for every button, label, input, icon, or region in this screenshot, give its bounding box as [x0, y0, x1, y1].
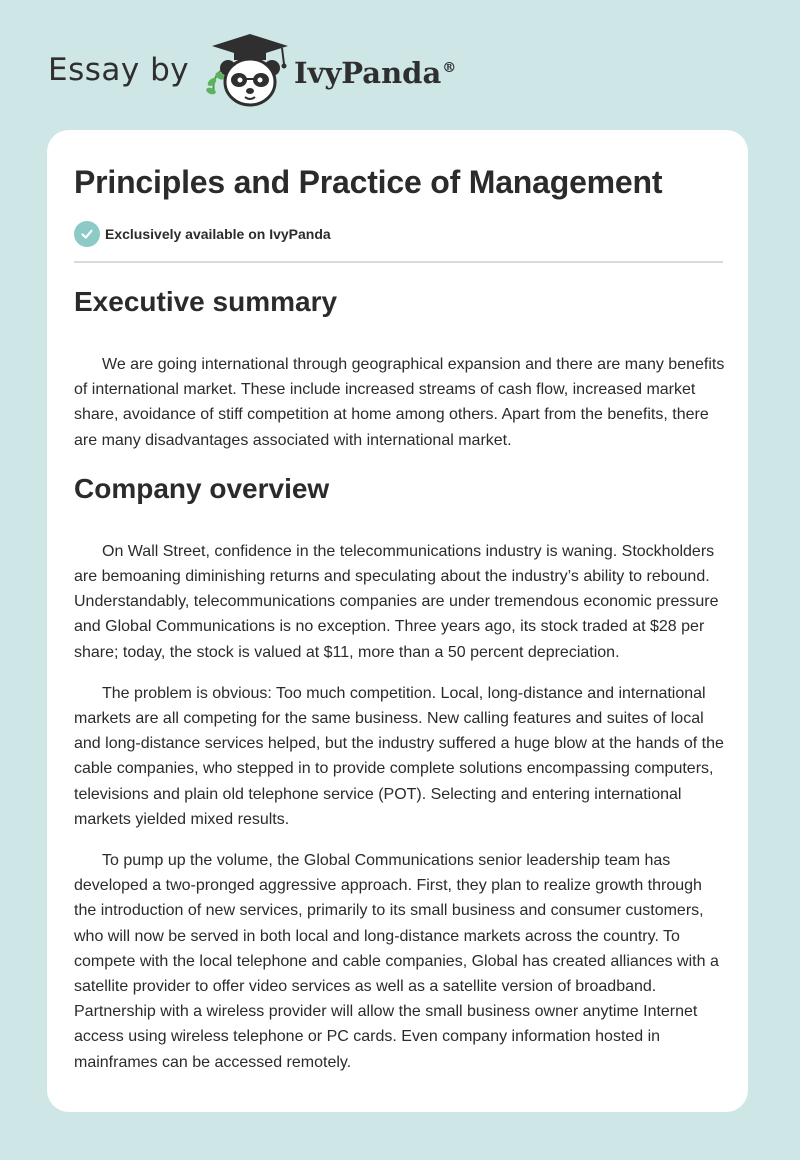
- section-heading: Company overview: [74, 472, 330, 504]
- paragraph: On Wall Street, confidence in the telecommunications industry is waning. Stockholders are bemoaning diminishing returns and speculating about the industry’s ability to rebound. Understandably, telecommunications companies are under tremendous economic pressure and Global Communications is no exception. Three years ago, its stock traded at $28 per share; today, the stock is valued at $11, more than a 50 percent depreciation.: [74, 542, 719, 661]
- exclusive-badge: [74, 221, 331, 247]
- title-divider: [74, 261, 723, 263]
- exclusive-badge-label: Exclusively available on IvyPanda: [105, 226, 331, 242]
- essay-body: [74, 280, 726, 1091]
- essay-card: [47, 130, 748, 1112]
- page-title: Principles and Practice of Management: [74, 164, 663, 200]
- essay-by-label: Essay by: [48, 52, 190, 88]
- paragraph: The problem is obvious: Too much competition. Local, long-distance and international markets are all competing for the same business. New calling features and suites of local and long-distance services helped, but the industry suffered a huge blow at the hands of the cable companies, who stepped in to provide complete solutions encompassing computers, televisions and plain old telephone service (POT). Selecting and entering international markets yielded mixed results.: [74, 684, 724, 828]
- section-heading: Executive summary: [74, 286, 338, 317]
- panda-graduate-logo-icon: [200, 30, 300, 110]
- brand-name: IvyPanda®: [294, 56, 457, 90]
- check-circle-icon: [74, 221, 100, 247]
- paragraph: To pump up the volume, the Global Communications senior leadership team has developed a two-pronged aggressive approach. First, they plan to realize growth through the introduction of new services, primarily to its small business and consumer customers, who will now be served in both local and long-distance markets across the country. To compete with the local telephone and cable companies, Global has created alliances with a satellite provider to offer video services as well as a satellite version of broadband. Partnership with a wireless provider will allow the small business owner anytime Internet access using wireless telephone or PC cards. Even company information hosted in mainframes can be accessed remotely.: [74, 852, 719, 1071]
- paragraph: We are going international through geographical expansion and there are many benefits of international market. These include increased streams of cash flow, increased market share, avoidance of stiff competition at home among others. Apart from the benefits, there are many disadvantages associated with international market.: [74, 356, 725, 449]
- registered-mark: ®: [442, 60, 457, 77]
- site-header: [48, 30, 508, 110]
